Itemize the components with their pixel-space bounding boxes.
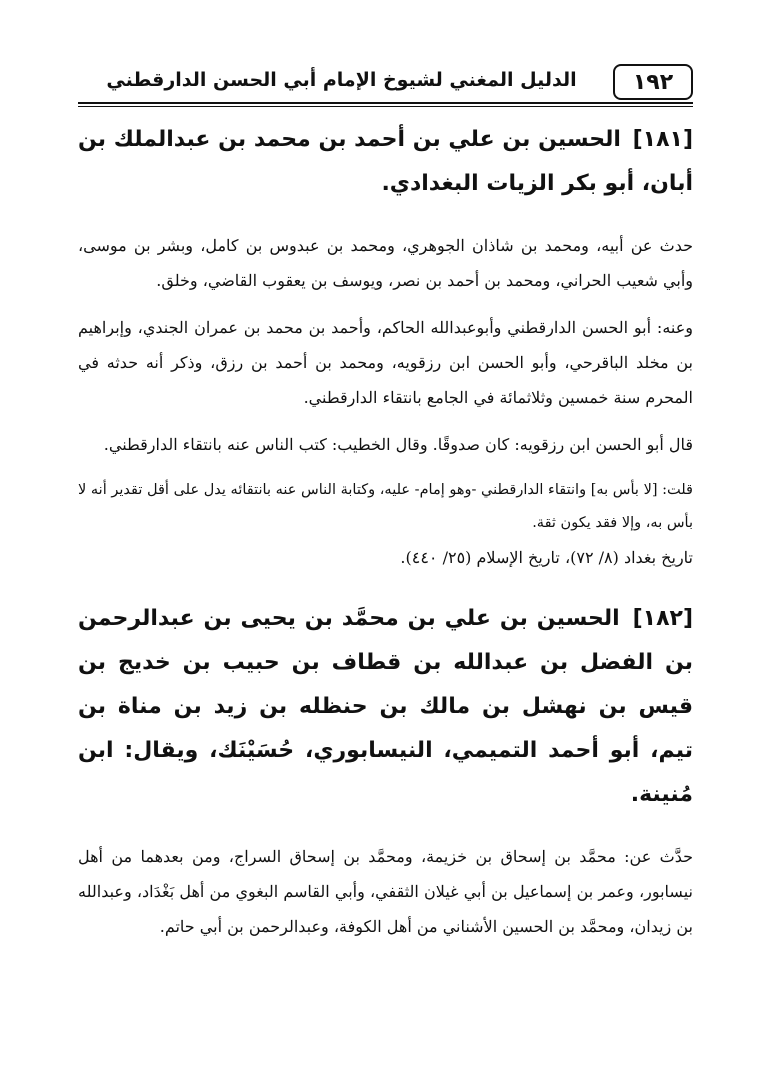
- page-number: ١٩٢: [613, 64, 693, 100]
- entry-181-teachers: حدث عن أبيه، ومحمد بن شاذان الجوهري، ومحمد بن عبدوس بن كامل، وبشر بن موسى، وأبي شعيب الحراني، ومحمد بن أحمد بن نصر، ويوسف بن يعقوب القاضي، وخلق.: [78, 236, 693, 290]
- entry-182-teachers: حدَّث عن: محمَّد بن إسحاق بن خزيمة، ومحمَّد بن إسحاق السراج، ومن بعدهما من أهل نيسابور، وعمر بن إسماعيل بن أبي غيلان الثقفي، وأبي القاسم البغوي من أهل بَغْدَاد، وعبدالله بن زيدان، ومحمَّد بن الحسين الأشناني من أهل الكوفة، وعبدالرحمن بن أبي حاتم.: [78, 847, 693, 936]
- entry-182-title: [78, 597, 693, 817]
- entry-181-number: [١٨١]: [632, 127, 693, 152]
- entry-181-students: وعنه: أبو الحسن الدارقطني وأبوعبدالله الحاكم، وأحمد بن محمد بن عمران الجندي، وإبراهيم بن مخلد الباقرحي، وأبو الحسن ابن رزقويه، ومحمد بن أحمد بن رزق، وذكر أنه حدثه في المحرم سنة خمسين وثلاثمائة في الجامع بانتقاء الدارقطني.: [78, 318, 693, 407]
- entry-182-name: الحسين بن علي بن محمَّد بن يحيى بن عبدالرحمن بن الفضل بن عبدالله بن قطاف بن حبيب بن خديج بن قيس بن نهشل بن مالك بن حنظله بن زيد بن مناة بن تيم، أبو أحمد التميمي، النيسابوري، حُسَيْنَك، ويقال: ابن مُنينة.: [78, 606, 693, 807]
- entry-181-name: الحسين بن علي بن أحمد بن محمد بن عبدالملك بن أبان، أبو بكر الزيات البغدادي.: [78, 127, 693, 196]
- entry-181-sources: تاريخ بغداد (٨/ ٧٢)، تاريخ الإسلام (٢٥/ ٤٤٠).: [400, 548, 693, 567]
- running-title: الدليل المغني لشيوخ الإمام أبي الحسن الدارقطني: [106, 69, 577, 91]
- page-header: [78, 60, 693, 104]
- entry-182-number: [١٨٢]: [632, 606, 693, 631]
- header-rule-thin: [78, 106, 693, 107]
- entry-181-title: [78, 118, 693, 206]
- header-rule: [78, 102, 693, 104]
- entry-181-grading: قال أبو الحسن ابن رزقويه: كان صدوقًا. وقال الخطيب: كتب الناس عنه بانتقاء الدارقطني.: [103, 435, 693, 454]
- page-body: [78, 118, 693, 944]
- entry-181-note: قلت: [لا بأس به] وانتقاء الدارقطني -وهو إمام- عليه، وكتابة الناس عنه بانتقائه يدل على أقل تقدير أنه لا بأس به، وإلا فقد يكون ثقة.: [78, 482, 693, 531]
